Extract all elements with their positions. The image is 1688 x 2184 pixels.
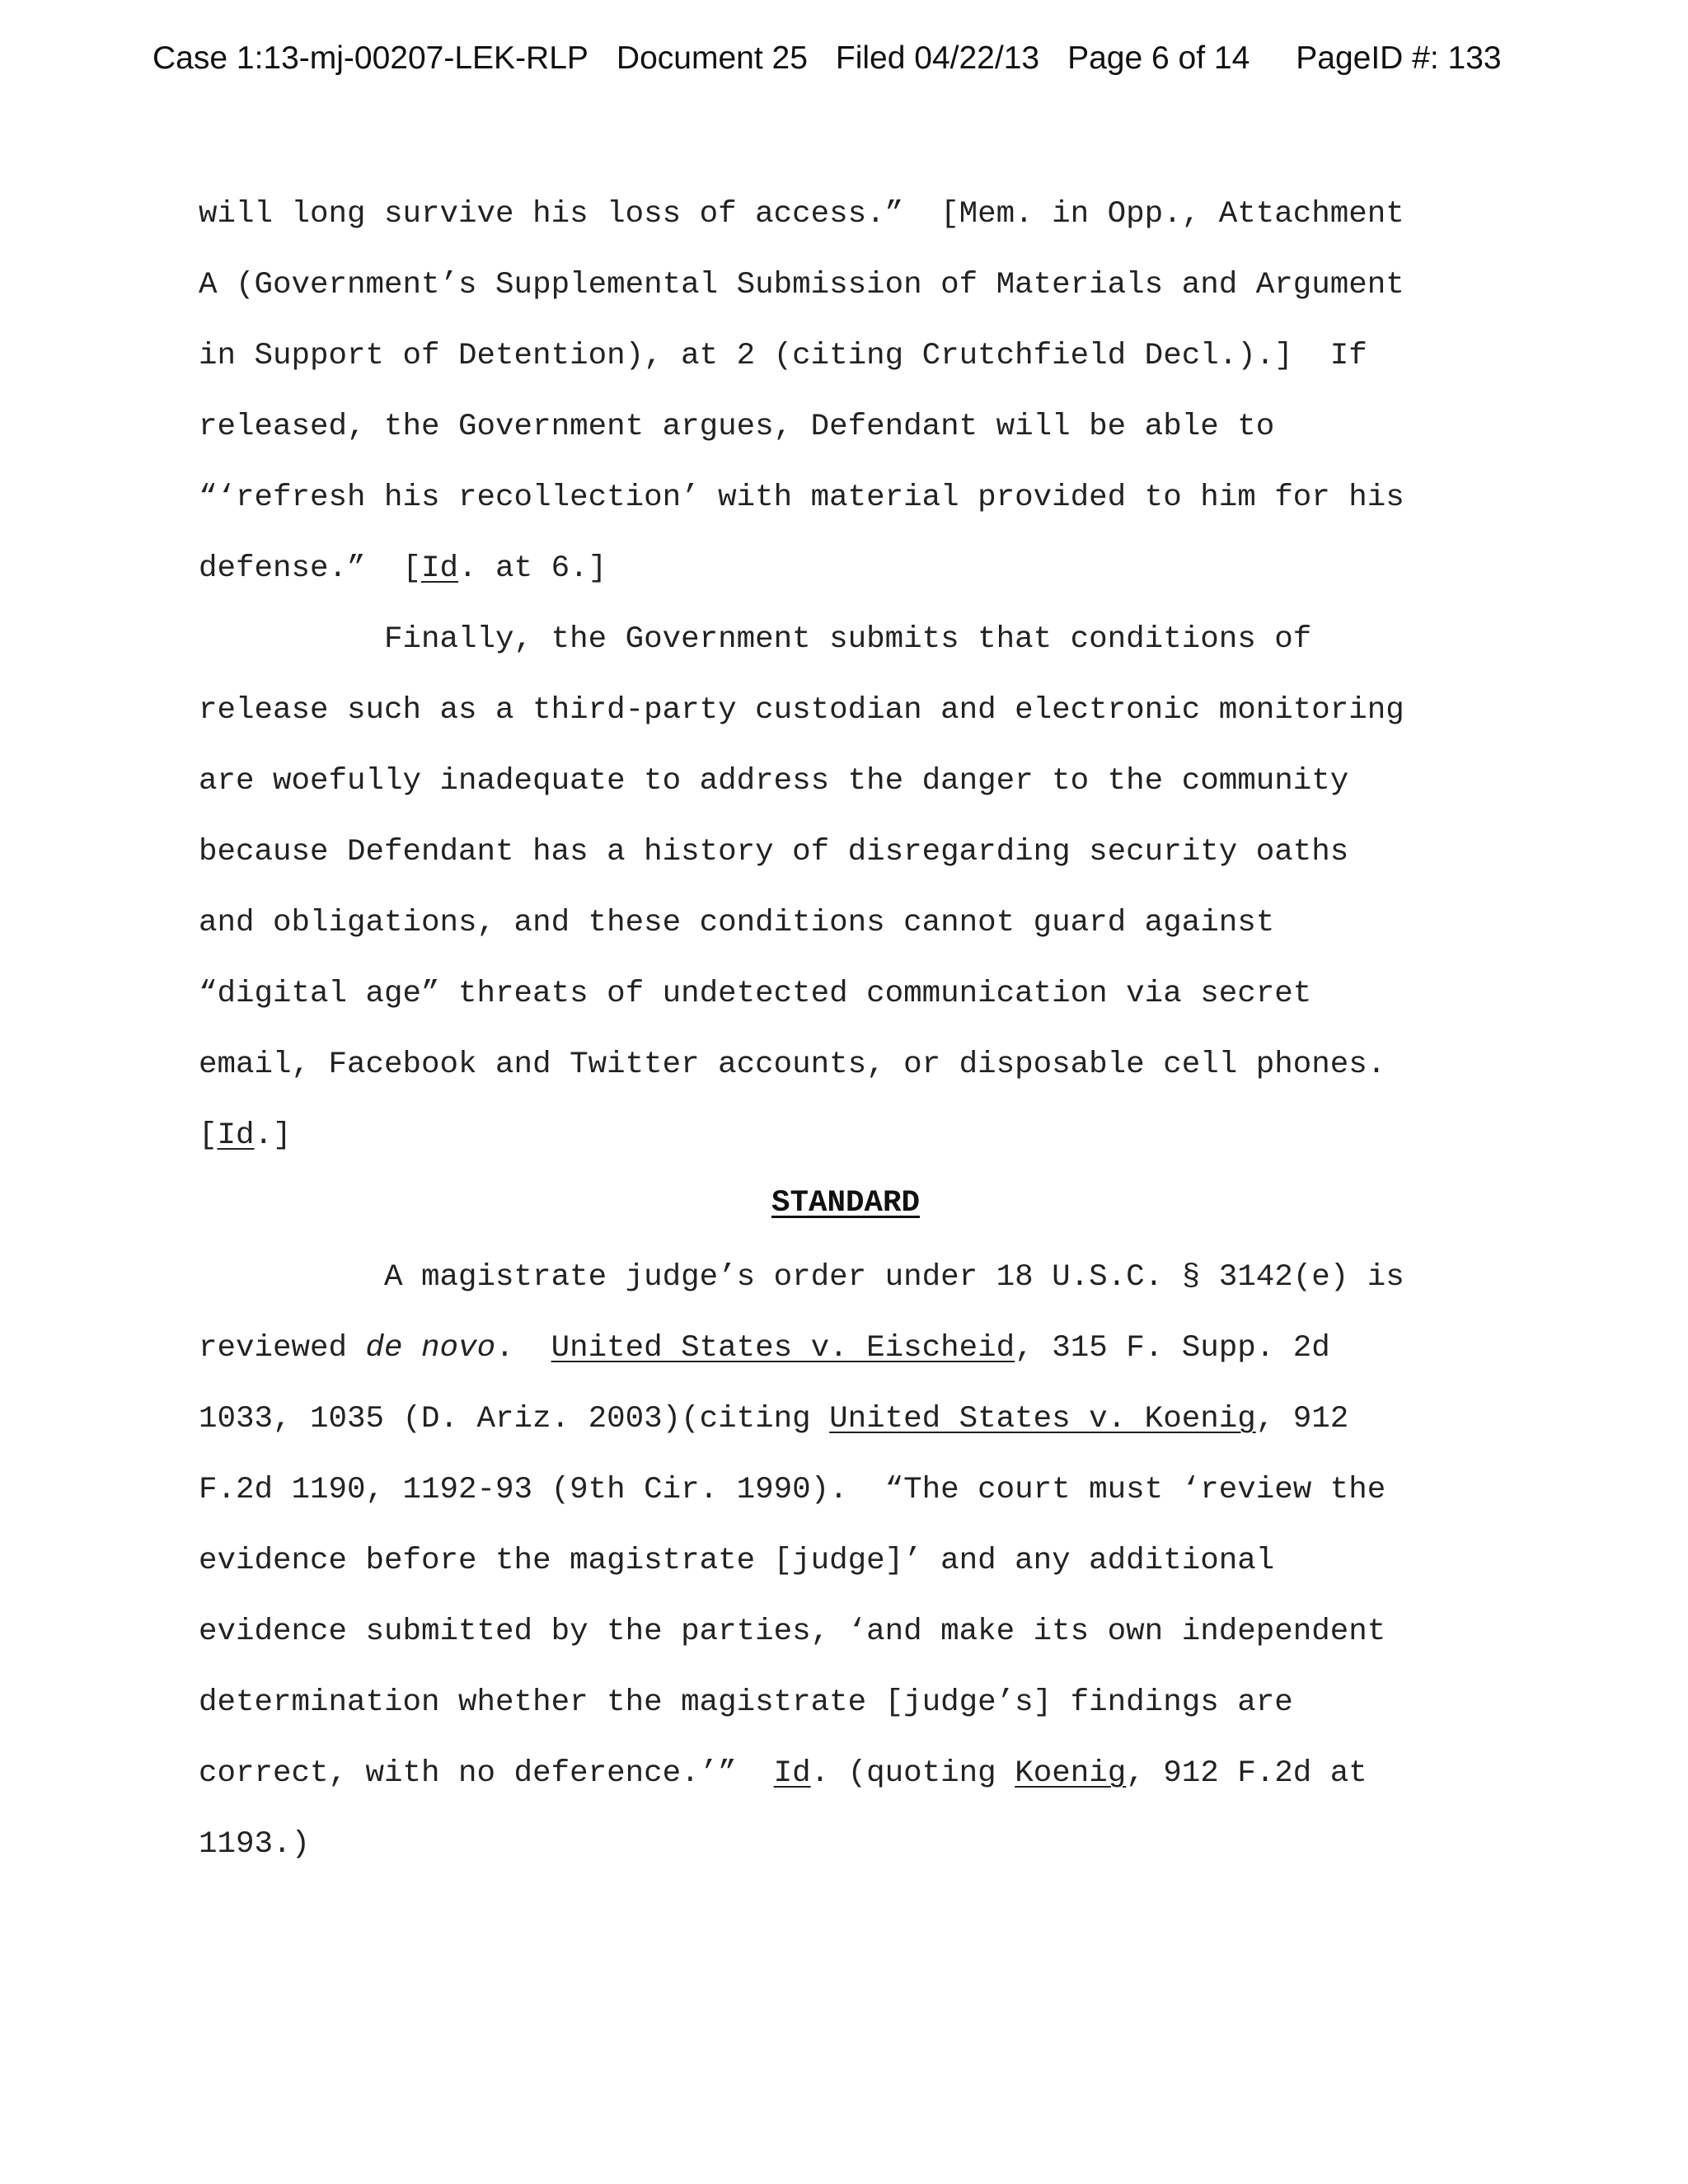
text-segment: , 315 F. Supp. 2d [1015,1331,1330,1366]
text-segment: correct, with no deference.’” [199,1756,774,1791]
text-line: evidence before the magistrate [judge]’ and any additional [199,1544,1275,1578]
text-segment: . [495,1331,551,1366]
text-segment: . (quoting [810,1756,1015,1791]
case-citation: United States v. Koenig [829,1402,1256,1436]
text-line: 1193.) [199,1827,311,1862]
text-line: Finally, the Government submits that conditions of [199,622,1312,657]
text-line: A magistrate judge’s order under 18 U.S.C. § 3142(e) is [199,1260,1404,1295]
text-line: “‘refresh his recollection’ with material provided to him for his [199,480,1404,515]
text-line: determination whether the magistrate [judge’s] findings are [199,1685,1293,1720]
case-citation: Koenig [1015,1756,1127,1791]
text-line: A (Government’s Supplemental Submission of Materials and Argument [199,268,1404,302]
text-segment: defense.” [ [199,551,422,586]
italic-term: de novo [365,1331,496,1366]
page-id: PageID #: 133 [1296,40,1502,76]
text-line [199,1394,1348,1444]
citation-id: Id [773,1756,811,1791]
text-line: in Support of Detention), at 2 (citing Crutchfield Decl.).] If [199,339,1367,373]
text-line: released, the Government argues, Defendant will be able to [199,410,1275,444]
text-segment: reviewed [199,1331,366,1366]
text-line: will long survive his loss of access.” [Mem. in Opp., Attachment [199,197,1404,232]
text-line [199,1111,292,1160]
text-line: and obligations, and these conditions cannot guard against [199,906,1275,940]
section-heading: STANDARD [771,1186,921,1221]
citation-id: Id [421,551,459,586]
text-segment: .] [254,1118,292,1153]
text-line [199,1749,1367,1798]
text-line: release such as a third-party custodian and electronic monitoring [199,693,1404,728]
text-segment: . at 6.] [458,551,607,586]
text-line: evidence submitted by the parties, ‘and make its own independent [199,1615,1386,1649]
text-line: email, Facebook and Twitter accounts, or disposable cell phones. [199,1047,1386,1082]
case-citation: United States v. Eischeid [551,1331,1015,1366]
case-number: Case 1:13-mj-00207-LEK-RLP [152,40,588,76]
text-line: because Defendant has a history of disregarding security oaths [199,835,1349,869]
text-segment: [ [199,1118,218,1153]
text-line [199,1324,1330,1373]
text-segment: 1033, 1035 (D. Ariz. 2003)(citing [199,1402,830,1436]
text-segment: , 912 [1255,1402,1349,1436]
text-line: are woefully inadequate to address the danger to the community [199,764,1349,799]
page-header [152,40,1570,77]
document-number: Document 25 [616,40,808,76]
text-line: F.2d 1190, 1192-93 (9th Cir. 1990). “The court must ‘review the [199,1473,1386,1507]
text-line: “digital age” threats of undetected communication via secret [199,977,1312,1011]
citation-id: Id [217,1118,255,1153]
text-segment: , 912 F.2d at [1126,1756,1367,1791]
page-number: Page 6 of 14 [1067,40,1250,76]
filed-date: Filed 04/22/13 [835,40,1040,76]
text-line [199,544,607,593]
